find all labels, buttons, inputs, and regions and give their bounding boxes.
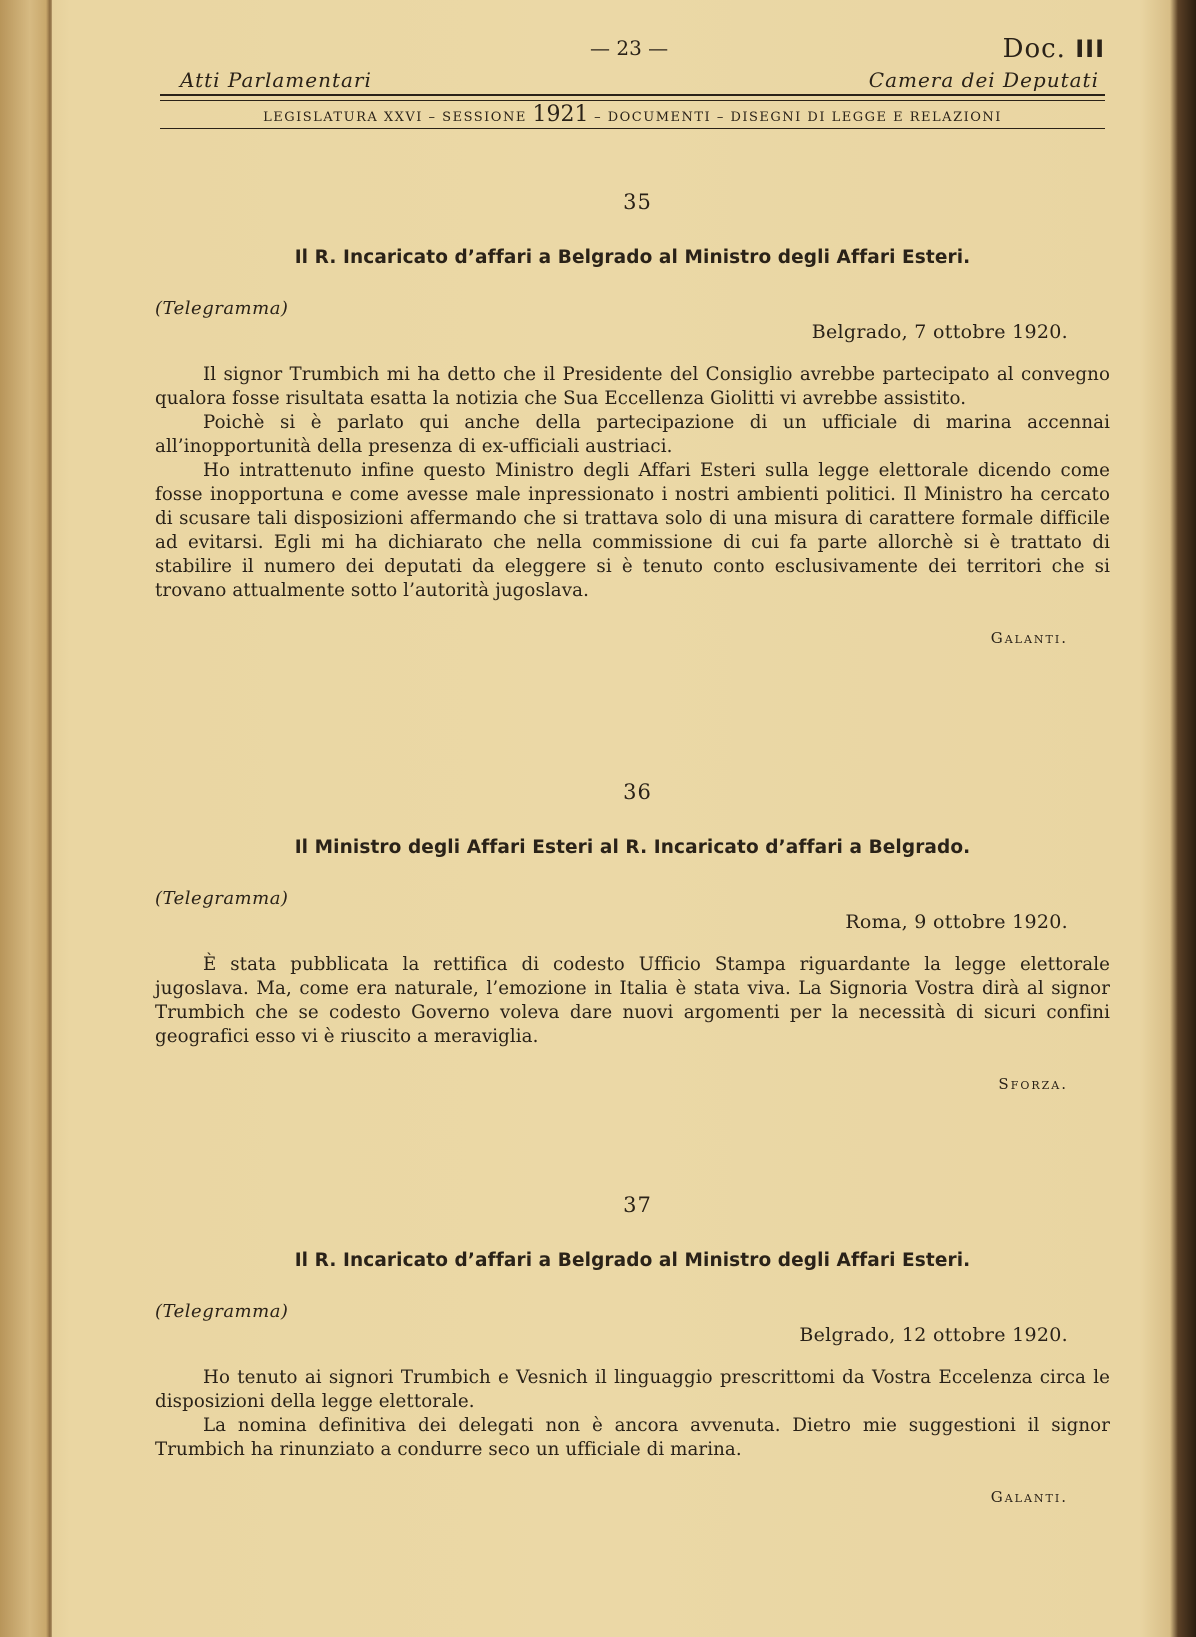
place-date: Belgrado, 12 ottobre 1920.: [799, 1324, 1068, 1346]
paragraph: Ho tenuto ai signori Trumbich e Vesnich il linguaggio prescrittomi da Vostra Eccelenza circa le disposizioni della legge elettorale.: [155, 1367, 1110, 1412]
place-date: Roma, 9 ottobre 1920.: [845, 911, 1068, 933]
doc-prefix: Doc.: [1002, 34, 1066, 64]
header-double-rule: [160, 94, 1105, 101]
section-number: 35: [623, 190, 652, 214]
place-date: Belgrado, 7 ottobre 1920.: [811, 321, 1068, 343]
section-37: [155, 1193, 1110, 1506]
paragraph: È stata pubblicata la rettifica di codesto Ufficio Stampa riguardante la legge elettorale jugoslava. Ma, come era naturale, l’emozione in Italia è stata viva. La Signoria Vostra dirà al signor Trumbich che se codesto Governo voleva dare nuovi argomenti per la necessità di sicuri confini geografici esso vi è riuscito a meraviglia.: [155, 954, 1110, 1047]
header-left-title: Atti Parlamentari: [180, 68, 372, 92]
book-spine: [0, 0, 52, 1637]
document-type: (Telegramma): [155, 1301, 289, 1322]
header-right-title: Camera dei Deputati: [868, 68, 1099, 92]
section-number: 37: [623, 1193, 652, 1217]
page-header: [160, 30, 1105, 140]
paragraph: Ho intrattenuto infine questo Ministro degli Affari Esteri sulla legge elettorale dicendo come fosse inopportuna e come avesse male inpressionato i nostri ambienti politici. Il Ministro ha cercato di scusare tali disposizioni affermando che si trattava solo di una misura di carattere formale difficile ad evitarsi. Egli mi ha dichiarato che nella commissione di cui fa parte allorchè si è trattato di stabilire il numero dei deputati da eleggere si è tenuto conto esclusivamente dei territori che si trovano attualmente sotto l’autorità jugoslava.: [155, 460, 1110, 601]
section-title: Il R. Incaricato d’affari a Belgrado al Ministro degli Affari Esteri.: [294, 1250, 971, 1271]
doc-label: [1003, 34, 1105, 64]
header-rule: [160, 128, 1105, 129]
section-body: [155, 363, 1110, 603]
signature: Sforza.: [998, 1075, 1068, 1093]
page-number: — 23 —: [590, 36, 669, 60]
section-title: Il Ministro degli Affari Esteri al R. Incaricato d’affari a Belgrado.: [294, 837, 971, 858]
document-type: (Telegramma): [155, 888, 289, 909]
signature: Galanti.: [990, 1488, 1068, 1506]
section-title: Il R. Incaricato d’affari a Belgrado al Ministro degli Affari Esteri.: [294, 247, 971, 268]
paragraph: La nomina definitiva dei delegati non è ancora avvenuta. Dietro mie suggestioni il signor Trumbich ha rinunziato a condurre seco un ufficiale di marina.: [155, 1415, 1110, 1460]
signature: Galanti.: [990, 629, 1068, 647]
subtitle-after-year: – DOCUMENTI – DISEGNI DI LEGGE E RELAZIONI: [594, 110, 1002, 125]
paragraph: Poichè si è parlato qui anche della partecipazione di un ufficiale di marina accennai all’inopportunità della presenza di ex-ufficiali austriaci.: [155, 412, 1110, 457]
section-number: 36: [623, 780, 652, 804]
section-body: [155, 953, 1110, 1049]
section-36: [155, 780, 1110, 1093]
paragraph: Il signor Trumbich mi ha detto che il Presidente del Consiglio avrebbe partecipato al convegno qualora fosse risultata esatta la notizia che Sua Eccellenza Giolitti vi avrebbe assistito.: [155, 364, 1110, 409]
section-body: [155, 1366, 1110, 1462]
document-type: (Telegramma): [155, 298, 289, 319]
header-subtitle: [160, 102, 1105, 127]
subtitle-year: 1921: [532, 102, 589, 127]
section-35: [155, 190, 1110, 647]
subtitle-before-year: LEGISLATURA XXVI – SESSIONE: [263, 110, 527, 125]
doc-number: III: [1075, 35, 1105, 63]
